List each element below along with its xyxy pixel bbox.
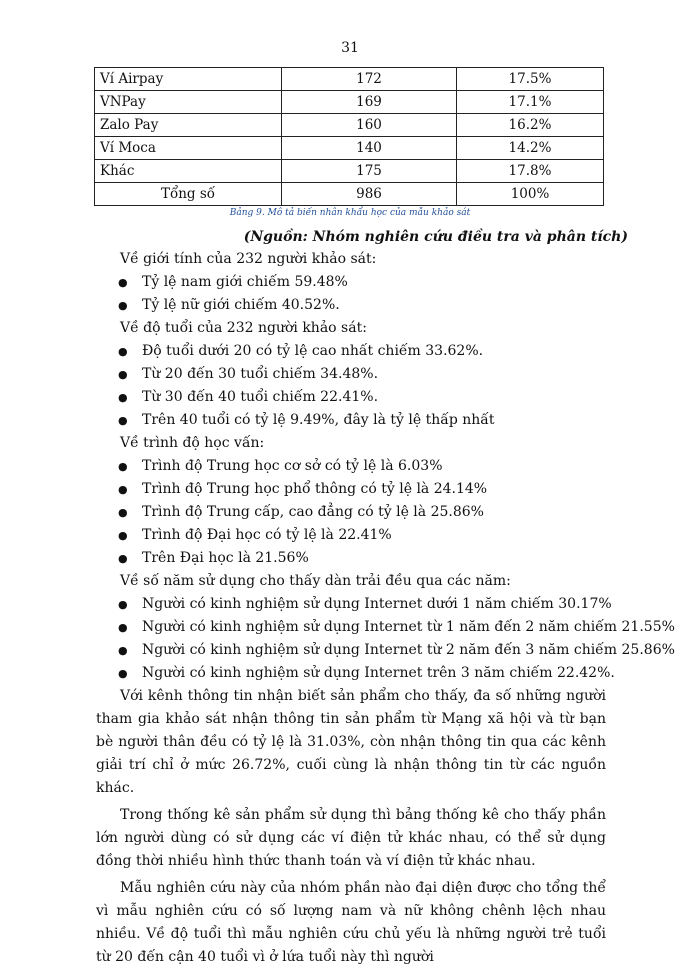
list-item-text: Tỷ lệ nam giới chiếm 59.48% — [142, 274, 348, 290]
list-item-text: Trên Đại học là 21.56% — [142, 550, 309, 566]
list-item-text: Trình độ Trung cấp, cao đẳng có tỷ lệ là 25.86% — [142, 504, 484, 520]
list-item — [96, 547, 606, 570]
wallet-name: Zalo Pay — [95, 114, 282, 137]
wallet-name: Ví Moca — [95, 137, 282, 160]
bullet-icon: ● — [118, 345, 128, 358]
wallet-percent: 17.1% — [457, 91, 604, 114]
list-item-text: Từ 20 đến 30 tuổi chiếm 34.48%. — [142, 366, 379, 382]
list-item-text: Trình độ Đại học có tỷ lệ là 22.41% — [142, 527, 392, 543]
bullet-icon: ● — [118, 276, 128, 289]
wallet-count: 172 — [282, 68, 457, 91]
list-item-text: Người có kinh nghiệm sử dụng Internet dưới 1 năm chiếm 30.17% — [142, 596, 612, 612]
bullet-icon: ● — [118, 506, 128, 519]
bullet-icon: ● — [118, 529, 128, 542]
section-heading-education: Về trình độ học vấn: — [120, 435, 265, 451]
wallet-count: 169 — [282, 91, 457, 114]
wallet-name: VNPay — [95, 91, 282, 114]
total-count: 986 — [282, 183, 457, 206]
list-item-text: Độ tuổi dưới 20 có tỷ lệ cao nhất chiếm 33.62%. — [142, 343, 484, 359]
wallet-percent: 17.8% — [457, 160, 604, 183]
page-number: 31 — [341, 40, 359, 56]
table-caption: Bảng 9. Mô tả biến nhân khẩu học của mẫu khảo sát — [229, 208, 471, 218]
table-row — [95, 114, 604, 137]
list-item — [96, 639, 675, 662]
bullet-icon: ● — [118, 644, 128, 657]
section-heading-gender: Về giới tính của 232 người khảo sát: — [120, 251, 377, 267]
list-item — [96, 616, 675, 639]
list-item-text: Người có kinh nghiệm sử dụng Internet từ 1 năm đến 2 năm chiếm 21.55% — [142, 619, 675, 635]
bullet-icon: ● — [118, 391, 128, 404]
list-item-text: Từ 30 đến 40 tuổi chiếm 22.41%. — [142, 389, 379, 405]
list-item — [96, 271, 606, 294]
wallet-count: 160 — [282, 114, 457, 137]
list-item-text: Tỷ lệ nữ giới chiếm 40.52%. — [142, 297, 340, 313]
list-item — [96, 524, 606, 547]
bullet-icon: ● — [118, 483, 128, 496]
bullet-icon: ● — [118, 368, 128, 381]
paragraph-sample: Mẫu nghiên cứu này của nhóm phần nào đại diện được cho tổng thể vì mẫu nghiên cứu có số lượng nam và nữ không chênh lệch nhau nhiều. Về độ tuổi thì mẫu nghiên cứu chủ yếu là những người trẻ tuổi từ 20 đến cận 40 tuổi vì ở lứa tuổi này thì người — [96, 880, 606, 965]
wallet-percent: 16.2% — [457, 114, 604, 137]
table-row — [95, 91, 604, 114]
wallet-table — [94, 67, 604, 206]
list-item-text: Người có kinh nghiệm sử dụng Internet từ 2 năm đến 3 năm chiếm 25.86% — [142, 642, 675, 658]
list-item — [96, 409, 606, 432]
wallet-name: Ví Airpay — [95, 68, 282, 91]
list-item — [96, 340, 606, 363]
list-item — [96, 294, 606, 317]
wallet-count: 175 — [282, 160, 457, 183]
bullet-icon: ● — [118, 598, 128, 611]
wallet-count: 140 — [282, 137, 457, 160]
paragraph-products: Trong thống kê sản phẩm sử dụng thì bảng thống kê cho thấy phần lớn người dùng có sử dụng các ví điện tử khác nhau, có thể sử dụng đồng thời nhiều hình thức thanh toán và ví điện tử khác nhau. — [96, 807, 606, 869]
wallet-percent: 14.2% — [457, 137, 604, 160]
list-item — [96, 593, 612, 616]
bullet-icon: ● — [118, 460, 128, 473]
bullet-icon: ● — [118, 299, 128, 312]
list-item-text: Trình độ Trung học phổ thông có tỷ lệ là 24.14% — [142, 481, 488, 497]
list-item-text: Trên 40 tuổi có tỷ lệ 9.49%, đây là tỷ lệ thấp nhất — [142, 412, 495, 428]
table-row — [95, 160, 604, 183]
list-item-text: Người có kinh nghiệm sử dụng Internet trên 3 năm chiếm 22.42%. — [142, 665, 615, 681]
list-item-text: Trình độ Trung học cơ sở có tỷ lệ là 6.03% — [142, 458, 443, 474]
list-item — [96, 386, 606, 409]
wallet-percent: 17.5% — [457, 68, 604, 91]
source-note: (Nguồn: Nhóm nghiên cứu điều tra và phân tích) — [243, 229, 628, 245]
bullet-icon: ● — [118, 621, 128, 634]
bullet-icon: ● — [118, 414, 128, 427]
bullet-icon: ● — [118, 552, 128, 565]
list-item — [96, 478, 606, 501]
wallet-name: Khác — [95, 160, 282, 183]
list-item — [96, 455, 606, 478]
table-row — [95, 68, 604, 91]
list-item — [96, 501, 606, 524]
section-heading-experience: Về số năm sử dụng cho thấy dàn trải đều qua các năm: — [120, 573, 511, 589]
paragraph-info-channels: Với kênh thông tin nhận biết sản phẩm cho thấy, đa số những người tham gia khảo sát nhận thông tin sản phẩm từ Mạng xã hội và từ bạn bè người thân đều có tỷ lệ là 31.03%, còn nhận thông tin qua các kênh giải trí chỉ ở mức 26.72%, cuối cùng là nhận thông tin từ các nguồn khác. — [96, 688, 606, 796]
table-total-row — [95, 183, 604, 206]
total-percent: 100% — [457, 183, 604, 206]
document-body — [96, 248, 675, 969]
list-item — [96, 662, 615, 685]
table-row — [95, 137, 604, 160]
bullet-icon: ● — [118, 667, 128, 680]
list-item — [96, 363, 606, 386]
total-label: Tổng số — [95, 183, 282, 206]
section-heading-age: Về độ tuổi của 232 người khảo sát: — [120, 320, 367, 336]
